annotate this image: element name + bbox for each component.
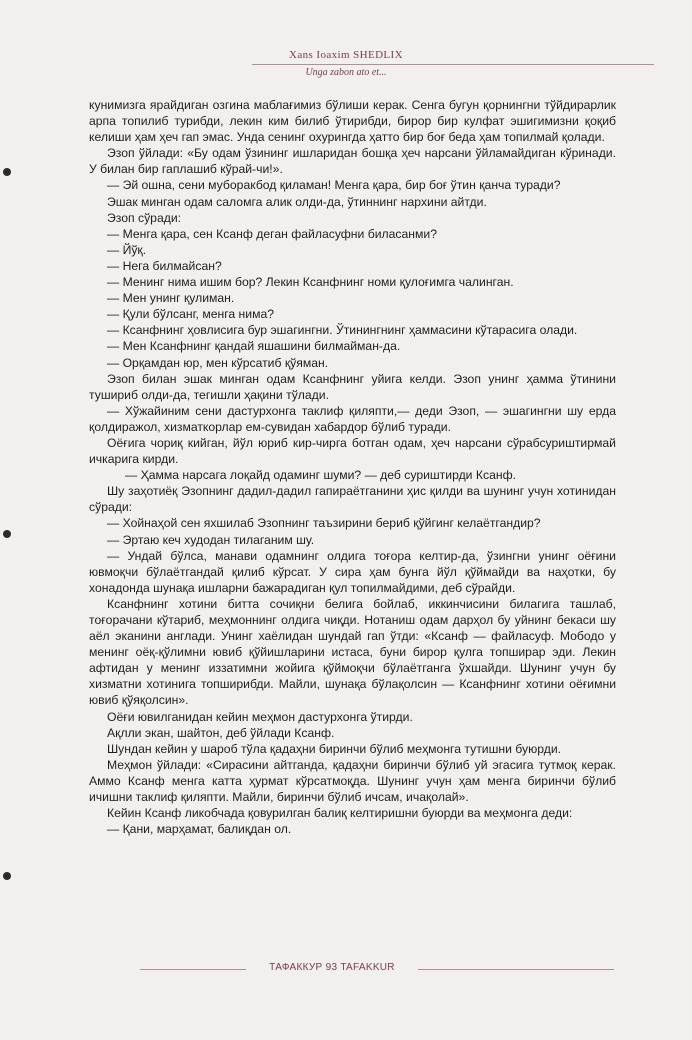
paragraph: — Орқамдан юр, мен кўрсатиб қўяман. [107,355,329,370]
running-header-author: Xans Ioaxim SHEDLIX [289,49,403,61]
paragraph: — Хўжайиним сени дастурхонга таклиф қиляпти,— деди Эзоп, — эшагингни шу ерда қолдиражол, хизматкорлар ем-сувидан хабардор бўлиб туради. [89,403,616,434]
paragraph: — Менинг нима ишим бор? Лекин Ксанфнинг номи қулоғимга чалинган. [107,275,514,290]
paragraph: — Эртаю кеч худодан тилаганим шу. [107,532,315,547]
paragraph: — Ундай бўлса, манави одамнинг олдига тоғора келтир-да, ўзингни унинг оёғини ювмоқчи бўлаётгандай қилиб кўрсат. У сира ҳам бунга йўл қўймайди ва наҳотки, бу хонадонда шунақа ишларни бажарадиган қул топилмайдими, деб сўрайди. [89,548,616,595]
page-footer [0,962,692,976]
running-header-subtitle: Unga zabon ato et... [305,67,387,78]
footer-journal-label: ТАФАККУР 93 TAFAKKUR [269,962,395,973]
paragraph: Ақлли экан, шайтон, деб ўйлади Ксанф. [107,725,335,740]
paragraph: Эшак минган одам саломга алик олди-да, ўтиннинг нархини айтди. [107,194,487,209]
footer-divider-left [140,969,246,970]
article-body [89,97,616,837]
paragraph: — Мен унинг қулиман. [107,291,235,306]
footer-divider-right [418,969,614,970]
paragraph: Меҳмон ўйлади: «Сирасини айтганда, қадаҳни биринчи бўлиб уй эгасига тутмоқ керак. Аммо Ксанф менга катта ҳурмат кўрсатмоқда. Шунинг учун ҳам менга биринчи бўлиб ичишни таклиф қиляпти. Майли, биринчи бўлиб ичсам, ичақолай». [89,757,616,805]
punch-hole-icon [3,168,11,176]
paragraph: — Менга қара, сен Ксанф деган файласуфни биласанми? [107,226,437,241]
paragraph: — Қули бўлсанг, менга нима? [107,307,275,322]
paragraph: Оёғига чориқ кийган, йўл юриб кир-чирга ботган одам, ҳеч нарсани сўрабсуриштирмай ичкарига кирди. [89,435,616,467]
paragraph: Шу заҳотиёқ Эзопнинг дадил-дадил гапираётганини ҳис қилди ва шунинг учун хотинидан сўради: [89,484,616,515]
header-divider [252,64,654,65]
paragraph: Шундан кейин у шароб тўла қадаҳни биринчи бўлиб меҳмонга тутишни буюрди. [107,741,562,756]
paragraph: Кейин Ксанф ликобчада қовурилган балиқ келтиришни буюрди ва меҳмонга деди: [107,806,573,821]
paragraph: — Эй ошна, сени муборакбод қиламан! Менга қара, бир боғ ўтин қанча туради? [107,178,561,193]
paragraph: — Йўқ. [107,242,147,257]
paragraph: Эзоп ўйлади: «Бу одам ўзининг ишларидан бошқа ҳеч нарсани ўйламайдиган кўринади. У билан бир гаплашиб кўрай-чи!». [89,146,616,177]
paragraph: Оёғи ювилганидан кейин меҳмон дастурхонга ўтирди. [107,709,413,724]
paragraph: — Ҳамма нарсага лоқайд одаминг шуми? — деб суриштирди Ксанф. [125,468,516,483]
paragraph: — Қани, марҳамат, балиқдан ол. [107,822,292,837]
paragraph: Эзоп сўради: [107,210,182,225]
paragraph: Эзоп билан эшак минган одам Ксанфнинг уйига келди. Эзоп унинг ҳамма ўтинини тушириб олди-да, тегишли ҳақини тўлади. [89,371,616,402]
paragraph: — Хойнаҳой сен яхшилаб Эзопнинг таъзирини бериб қўйгинг келаётгандир? [107,516,541,531]
punch-hole-icon [3,872,11,880]
paragraph: кунимизга ярайдиган озгина маблағимиз бўлиши керак. Сенга бугун қорнингни тўйдирарлик арпа топилиб турибди, лекин ким билиб ўтирибди, бирор бир кулфат эшигимизни қоқиб келиши ҳам ҳеч гап эмас. Унда сенинг охурингда ҳатто бир боғ беда ҳам топилмай қолади. [89,98,616,145]
paragraph: — Мен Ксанфнинг қандай яшашини билмайман-да. [107,339,401,354]
paragraph: Ксанфнинг хотини битта сочиқни белига бойлаб, иккинчисини билагига ташлаб, тоғорачани кўтариб, меҳмоннинг олдига чиқди. Нотаниш одам дарҳол бу уйнинг бекаси шу аёл эканини англади. Унинг хаёлидан шундай гап ўтди: «Ксанф — файласуф. Мободо у менинг оёқ-қўлимни ювиб қўйишларини истаса, буни бирор қулга топширар эди. Лекин афтидан у менинг иззатимни жойига қўймоқчи бўлаётганга ўхшайди. Шунинг учун бу хизматни хотинига топширибди. Майли, шунақа бўлақолсин — Ксанфнинг хотини оёғимни ювиб қўяқолсин». [89,596,616,708]
punch-hole-icon [3,530,11,538]
paragraph: — Нега билмайсан? [107,258,222,273]
paragraph: — Ксанфнинг ҳовлисига бур эшагингни. Ўтинингнинг ҳаммасини кўтарасига олади. [107,323,578,338]
